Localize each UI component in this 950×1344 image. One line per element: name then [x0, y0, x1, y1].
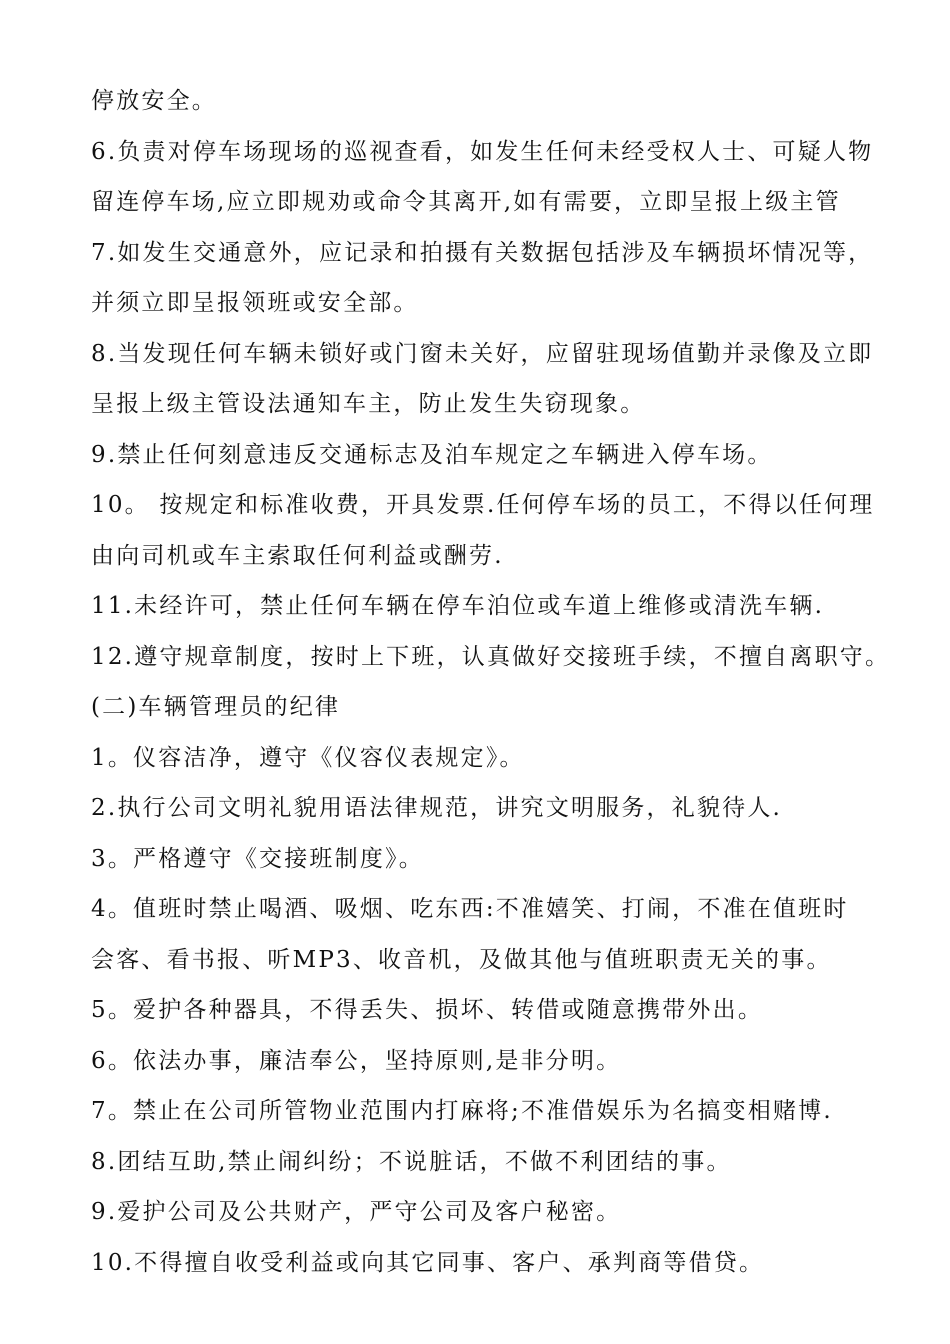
text-line-23: 9.爱护公司及公共财产，严守公司及客户秘密。 — [91, 1199, 622, 1225]
text-line-11: 11.未经许可，禁止任何车辆在停车泊位或车道上维修或清洗车辆. — [91, 593, 825, 619]
text-line-9: 10。 按规定和标准收费，开具发票.任何停车场的员工，不得以任何理 — [91, 492, 875, 518]
text-line-6: 8.当发现任何车辆未锁好或门窗未关好，应留驻现场值勤并录像及立即 — [91, 340, 874, 367]
text-line-1: 停放安全。 — [91, 88, 217, 114]
text-line-22: 8.团结互助,禁止闹纠纷；不说脏话，不做不利团结的事。 — [91, 1148, 732, 1175]
document-body — [91, 76, 891, 1288]
text-line-5: 并须立即呈报领班或安全部。 — [91, 290, 419, 316]
text-line-4: 7.如发生交通意外，应记录和拍摄有关数据包括涉及车辆损坏情况等， — [91, 239, 874, 266]
text-line-24: 10.不得擅自收受利益或向其它同事、客户、承判商等借贷。 — [91, 1249, 765, 1276]
text-line-19: 5。爱护各种器具，不得丢失、损坏、转借或随意携带外出。 — [91, 997, 764, 1023]
text-line-17: 4。值班时禁止喝酒、吸烟、吃东西:不准嬉笑、打闹，不准在值班时 — [91, 896, 849, 922]
text-line-18: 会客、看书报、听MP3、收音机，及做其他与值班职责无关的事。 — [91, 946, 832, 973]
text-line-3: 留连停车场,应立即规劝或命令其离开,如有需要，立即呈报上级主管 — [91, 189, 841, 215]
text-line-8: 9.禁止任何刻意违反交通标志及泊车规定之车辆进入停车场。 — [91, 441, 773, 468]
text-line-2: 6.负责对停车场现场的巡视查看，如发生任何未经受权人士、可疑人物 — [91, 138, 874, 165]
text-line-16: 3。严格遵守《交接班制度》。 — [91, 845, 424, 872]
section-heading: (二)车辆管理员的纪律 — [91, 694, 341, 720]
text-line-7: 呈报上级主管设法通知车主，防止发生失窃现象。 — [91, 391, 646, 417]
text-line-12: 12.遵守规章制度，按时上下班，认真做好交接班手续，不擅自离职守。 — [91, 643, 891, 670]
text-line-15: 2.执行公司文明礼貌用语法律规范，讲究文明服务，礼貌待人. — [91, 795, 783, 821]
text-line-21: 7。禁止在公司所管物业范围内打麻将;不准借娱乐为名搞变相赌博. — [91, 1098, 833, 1124]
text-line-10: 由向司机或车主索取任何利益或酬劳. — [91, 542, 504, 569]
text-line-14: 1。仪容洁净，遵守《仪容仪表规定》。 — [91, 744, 525, 771]
text-line-20: 6。依法办事，廉洁奉公，坚持原则,是非分明。 — [91, 1047, 622, 1074]
